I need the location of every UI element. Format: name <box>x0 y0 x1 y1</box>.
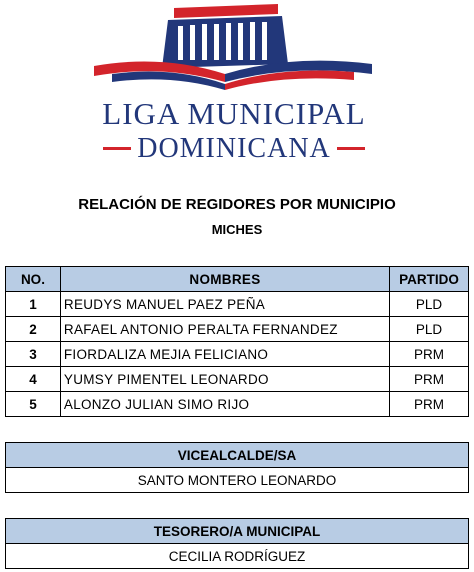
row-number: 2 <box>6 317 61 342</box>
logo-text-line2-label: DOMINICANA <box>137 133 331 164</box>
logo-text-line1: LIGA MUNICIPAL <box>102 96 366 131</box>
table-row <box>6 292 469 317</box>
document-title: RELACIÓN DE REGIDORES POR MUNICIPIO <box>78 196 396 213</box>
logo-text-line2 <box>0 133 471 165</box>
vicealcalde-nombre: SANTO MONTERO LEONARDO <box>6 468 469 493</box>
tesorero-header: TESORERO/A MUNICIPAL <box>6 519 469 544</box>
row-partido: PRM <box>390 342 469 367</box>
building-book-emblem-icon <box>82 2 382 92</box>
header-nombres: NOMBRES <box>60 267 389 292</box>
row-nombre: RAFAEL ANTONIO PERALTA FERNANDEZ <box>60 317 389 342</box>
vicealcalde-header: VICEALCALDE/SA <box>6 443 469 468</box>
logo-dash-right <box>337 147 365 150</box>
table-row <box>6 392 469 417</box>
table-header-row <box>6 267 469 292</box>
tesorero-nombre: CECILIA RODRÍGUEZ <box>6 544 469 569</box>
row-partido: PRM <box>390 392 469 417</box>
logo-dash-left <box>103 147 131 150</box>
row-nombre: ALONZO JULIAN SIMO RIJO <box>60 392 389 417</box>
tesorero-table <box>5 518 469 569</box>
vicealcalde-table <box>5 442 469 493</box>
row-number: 3 <box>6 342 61 367</box>
liga-municipal-logo <box>0 0 474 175</box>
municipio-name: MICHES <box>211 222 263 237</box>
row-nombre: YUMSY PIMENTEL LEONARDO <box>60 367 389 392</box>
regidores-table <box>5 266 469 417</box>
row-partido: PLD <box>390 317 469 342</box>
table-row <box>6 317 469 342</box>
row-number: 1 <box>6 292 61 317</box>
table-row <box>6 367 469 392</box>
row-partido: PRM <box>390 367 469 392</box>
row-nombre: FIORDALIZA MEJIA FELICIANO <box>60 342 389 367</box>
header-partido: PARTIDO <box>390 267 469 292</box>
table-row <box>6 342 469 367</box>
row-number: 5 <box>6 392 61 417</box>
row-nombre: REUDYS MANUEL PAEZ PEÑA <box>60 292 389 317</box>
row-number: 4 <box>6 367 61 392</box>
header-no: NO. <box>6 267 61 292</box>
row-partido: PLD <box>390 292 469 317</box>
